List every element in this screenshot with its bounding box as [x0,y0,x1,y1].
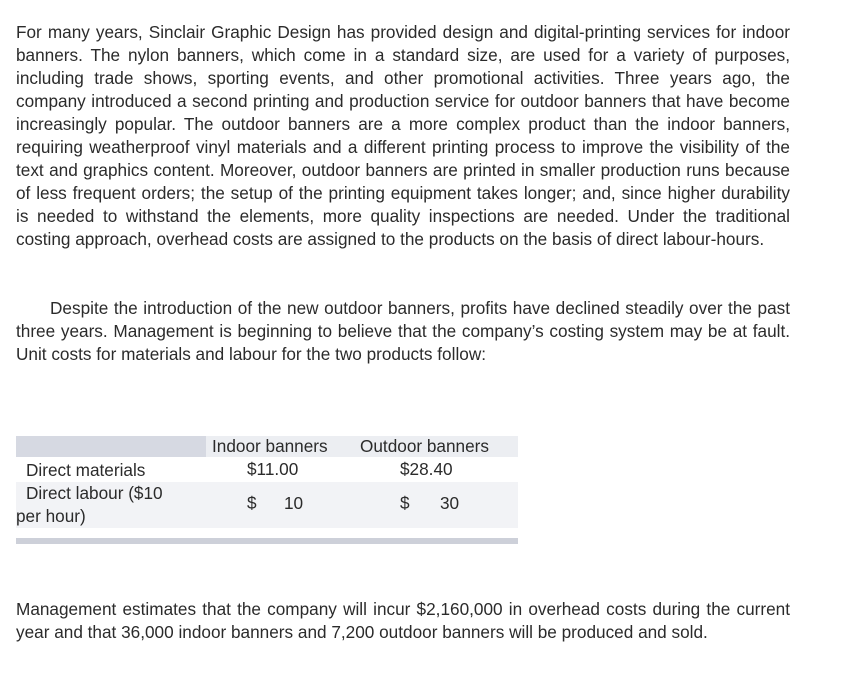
direct-labour-outdoor-currency: $ [400,493,410,513]
table-bottom-rule [16,538,518,544]
direct-materials-outdoor-value: $28.40 [400,459,453,479]
header-outdoor-banners: Outdoor banners [360,436,489,456]
direct-labour-label-line-2: per hour) [16,506,86,526]
direct-materials-indoor-value: $11.00 [247,459,299,479]
direct-labour-indoor-value: 10 [284,493,304,513]
table-header-row [16,434,518,457]
direct-labour-outdoor-value: 30 [440,493,460,513]
direct-materials-label: Direct materials [26,460,146,480]
overhead-estimate-paragraph: Management estimates that the company will incur $2,160,000 in overhead costs during the current year and that 36,000 indoor banners and 7,200 outdoor banners will be produced and sold. [16,599,790,642]
profit-decline-paragraph: Despite the introduction of the new outdoor banners, profits have declined steadily over the past three years. Management is beginning to believe that the company’s costing system may be at fault. Unit costs for materials and labour for the two products follow: [16,298,790,364]
direct-labour-label-line-1: Direct labour ($10 [26,483,163,503]
header-shade-left [16,436,206,457]
header-indoor-banners: Indoor banners [212,436,328,456]
unit-cost-table [16,434,518,546]
intro-paragraph: For many years, Sinclair Graphic Design has provided design and digital-printing services for indoor banners. The nylon banners, which come in a standard size, are used for a variety of purposes, including trade shows, sporting events, and other promotional activities. Three years ago, the company introduced a second printing and production service for outdoor banners that have become increasingly popular. The outdoor banners are a more complex product than the indoor banners, requiring weatherproof vinyl materials and a different printing process to improve the visibility of the text and graphics content. Moreover, outdoor banners are printed in smaller production runs because of less frequent orders; the setup of the printing equipment takes longer; and, since higher durability is needed to withstand the elements, more quality inspections are needed. Under the traditional costing approach, overhead costs are assigned to the products on the basis of direct labour-hours. [16,22,790,249]
direct-labour-indoor-currency: $ [247,493,257,513]
